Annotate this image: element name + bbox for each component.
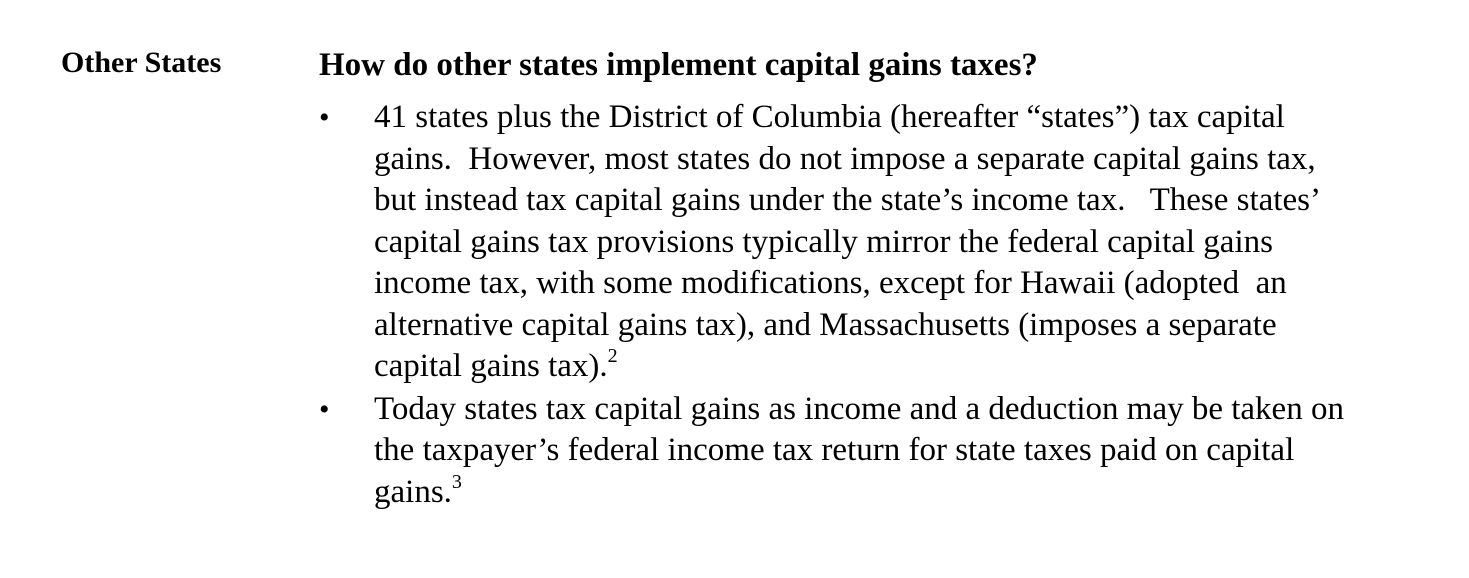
text-line: alternative capital gains tax), and Massachusetts (imposes a separate — [374, 306, 1277, 343]
bullet-item-states-tax-capital-gains — [319, 97, 1449, 388]
text-line: Today states tax capital gains as income and a deduction may be taken on — [374, 390, 1344, 427]
text-line: 41 states plus the District of Columbia (hereafter “states”) tax capital — [374, 99, 1285, 135]
text-line: but instead tax capital gains under the state’s income tax. These states’ — [374, 182, 1321, 218]
text-segment: gains. — [374, 473, 452, 510]
text-segment: capital gains tax). — [374, 348, 608, 384]
section-label: Other States — [61, 46, 222, 79]
bullet-list — [319, 97, 1449, 514]
footnote-marker: 2 — [607, 345, 618, 367]
text-line: capital gains tax provisions typically mirror the federal capital gains — [374, 223, 1273, 260]
footnote-marker: 3 — [451, 470, 462, 493]
bullet-icon: • — [319, 101, 330, 134]
section-heading: How do other states implement capital gains taxes? — [319, 47, 1038, 83]
text-line — [374, 346, 1449, 388]
text-line: the taxpayer’s federal income tax return for state taxes paid on capital — [374, 432, 1295, 468]
bullet-icon: • — [319, 392, 330, 426]
bullet-item-deduction-on-federal-return — [319, 389, 1449, 514]
text-line: income tax, with some modifications, except for Hawaii (adopted an — [374, 265, 1287, 301]
text-line — [374, 472, 1449, 514]
text-line: gains. However, most states do not impose a separate capital gains tax, — [374, 140, 1316, 177]
